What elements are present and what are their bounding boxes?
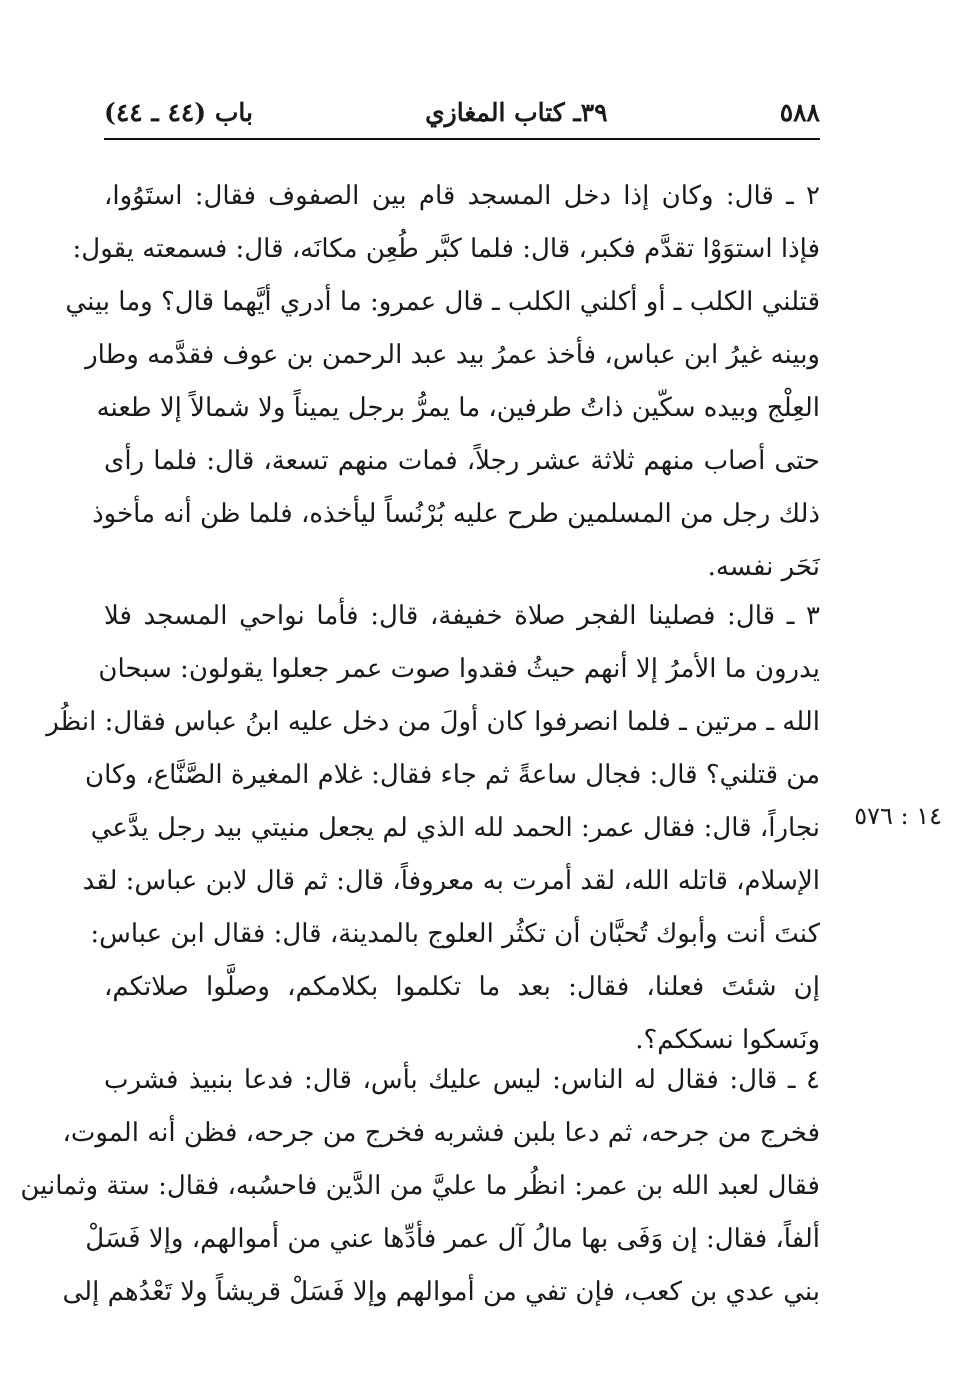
text-line: ذلك رجل من المسلمين طرح عليه بُرْنُساً ليأخذه، فلما ظن أنه مأخوذ bbox=[92, 499, 820, 529]
book-title: ٣٩ـ كتاب المغازي bbox=[425, 97, 608, 127]
text-line: نَحَر نفسه. bbox=[707, 552, 820, 582]
text-line: ٣ ـ قال: فصلينا الفجر صلاة خفيفة، قال: فأما نواحي المسجد فلا bbox=[104, 601, 820, 631]
text-line: ٤ ـ قال: فقال له الناس: ليس عليك بأس، قال: فدعا بنبيذ فشرب bbox=[104, 1065, 820, 1095]
page-number: ٥٨٨ bbox=[779, 97, 820, 127]
text-line: من قتلني؟ قال: فجال ساعةً ثم جاء فقال: غلام المغيرة الصَّنَّاع، وكان bbox=[85, 760, 820, 790]
text-line: فخرج من جرحه، ثم دعا بلبن فشربه فخرج من جرحه، فظن أنه الموت، bbox=[62, 1118, 820, 1148]
running-header bbox=[104, 92, 820, 132]
header-divider bbox=[104, 138, 820, 140]
text-line: حتى أصاب منهم ثلاثة عشر رجلاً، فمات منهم تسعة، قال: فلما رأى bbox=[104, 446, 820, 476]
text-line: قتلني الكلب ـ أو أكلني الكلب ـ قال عمرو: ما أدري أيَّهما قال؟ وما بيني bbox=[65, 287, 820, 317]
text-line: ٢ ـ قال: وكان إذا دخل المسجد قام بين الصفوف فقال: استَوُوا، bbox=[104, 181, 820, 211]
margin-reference: ١٤ : ٥٧٦ bbox=[854, 802, 942, 830]
chapter-label: باب (٤٤ ـ ٤٤) bbox=[104, 97, 253, 127]
text-line: فقال لعبد الله بن عمر: انظُر ما عليَّ من الدَّين فاحسُبه، فقال: ستة وثمانين bbox=[20, 1171, 820, 1201]
paragraph-2 bbox=[65, 170, 820, 594]
text-line: وبينه غيرُ ابن عباس، فأخذ عمرُ بيد عبد الرحمن بن عوف فقدَّمه وطار bbox=[85, 340, 820, 370]
text-line: الله ـ مرتين ـ فلما انصرفوا كان أولَ من دخل عليه ابنُ عباس فقال: انظُر bbox=[46, 707, 820, 737]
text-line: العِلْج وبيده سكّين ذاتُ طرفين، ما يمرُّ برجل يميناً ولا شمالاً إلا طعنه bbox=[96, 393, 820, 423]
paragraph-4 bbox=[20, 1054, 820, 1319]
text-line: الإسلام، قاتله الله، لقد أمرت به معروفاً، قال: ثم قال لابن عباس: لقد bbox=[82, 866, 820, 896]
text-line: كنتَ أنت وأبوك تُحبَّان أن تكثُر العلوج بالمدينة، قال: فقال ابن عباس: bbox=[90, 919, 820, 949]
text-line: ونَسكوا نسككم؟. bbox=[635, 1025, 820, 1055]
text-line: فإذا استوَوْا تقدَّم فكبر، قال: فلما كبَّر طُعِن مكانَه، قال: فسمعته يقول: bbox=[72, 234, 820, 264]
text-line: بني عدي بن كعب، فإن تفي من أموالهم وإلا فَسَلْ قريشاً ولا تَعْدُهم إلى bbox=[62, 1277, 820, 1307]
text-line: يدرون ما الأمرُ إلا أنهم حيثُ فقدوا صوت عمر جعلوا يقولون: سبحان bbox=[98, 654, 820, 684]
text-line: نجاراً، قال: فقال عمر: الحمد لله الذي لم يجعل منيتي بيد رجل يدَّعي bbox=[90, 813, 820, 843]
paragraph-3 bbox=[46, 590, 821, 1067]
text-line: إن شئتَ فعلنا، فقال: بعد ما تكلموا بكلامكم، وصلَّوا صلاتكم، bbox=[104, 972, 821, 1002]
text-line: ألفاً، فقال: إن وَفَى بها مالُ آل عمر فأدِّها عني من أموالهم، وإلا فَسَلْ bbox=[85, 1224, 820, 1254]
